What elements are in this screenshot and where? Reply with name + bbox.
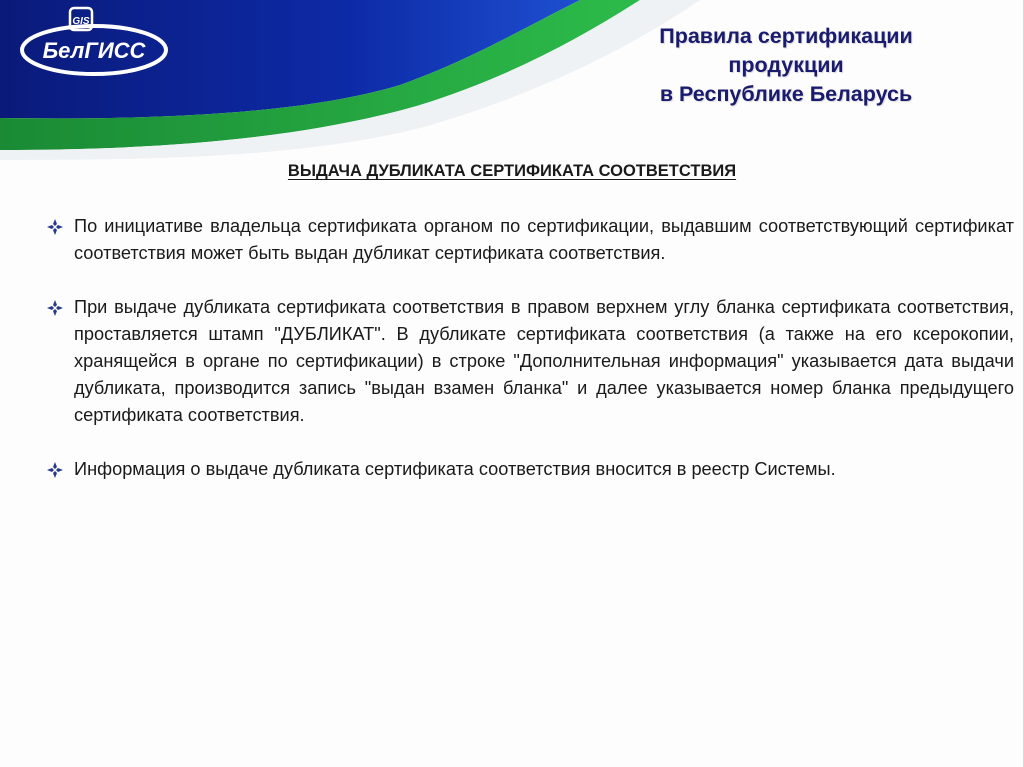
bullet-list [46, 213, 1014, 483]
bullet-item [46, 294, 1014, 429]
section-heading-text: ВЫДАЧА ДУБЛИКАТА СЕРТИФИКАТА СООТВЕТСТВИЯ [287, 162, 737, 180]
bullet-item [46, 213, 1014, 267]
section-heading [0, 162, 1024, 181]
bullet-text: При выдаче дубликата сертификата соответствия в правом верхнем углу бланка сертификата соответствия, проставляется штамп "ДУБЛИКАТ". В дубликате сертификата соответствия (а также на его ксерокопии, хранящейся в органе по сертификации) в строке "Дополнительная информация" указывается дата выдачи дубликата, производится запись "выдан взамен бланка" и далее указывается номер бланка предыдущего сертификата соответствия. [74, 297, 1014, 425]
logo-name: БелГИСС [42, 38, 146, 63]
bullet-text: Информация о выдаче дубликата сертификата соответствия вносится в реестр Системы. [74, 459, 836, 479]
page-title-line: продукции [728, 53, 844, 77]
belgiss-logo [8, 2, 176, 86]
diamond-bullet-icon [46, 299, 64, 317]
bullet-item [46, 456, 1014, 483]
page-title-line: Правила сертификации [659, 24, 913, 48]
diamond-bullet-icon [46, 218, 64, 236]
page-title-line: в Республике Беларусь [659, 82, 913, 106]
logo-mark: GIS [72, 16, 90, 27]
page-title [586, 22, 986, 109]
bullet-text: По инициативе владельца сертификата органом по сертификации, выдавшим соответствующий сертификат соответствия может быть выдан дубликат сертификата соответствия. [74, 216, 1014, 263]
diamond-bullet-icon [46, 461, 64, 479]
